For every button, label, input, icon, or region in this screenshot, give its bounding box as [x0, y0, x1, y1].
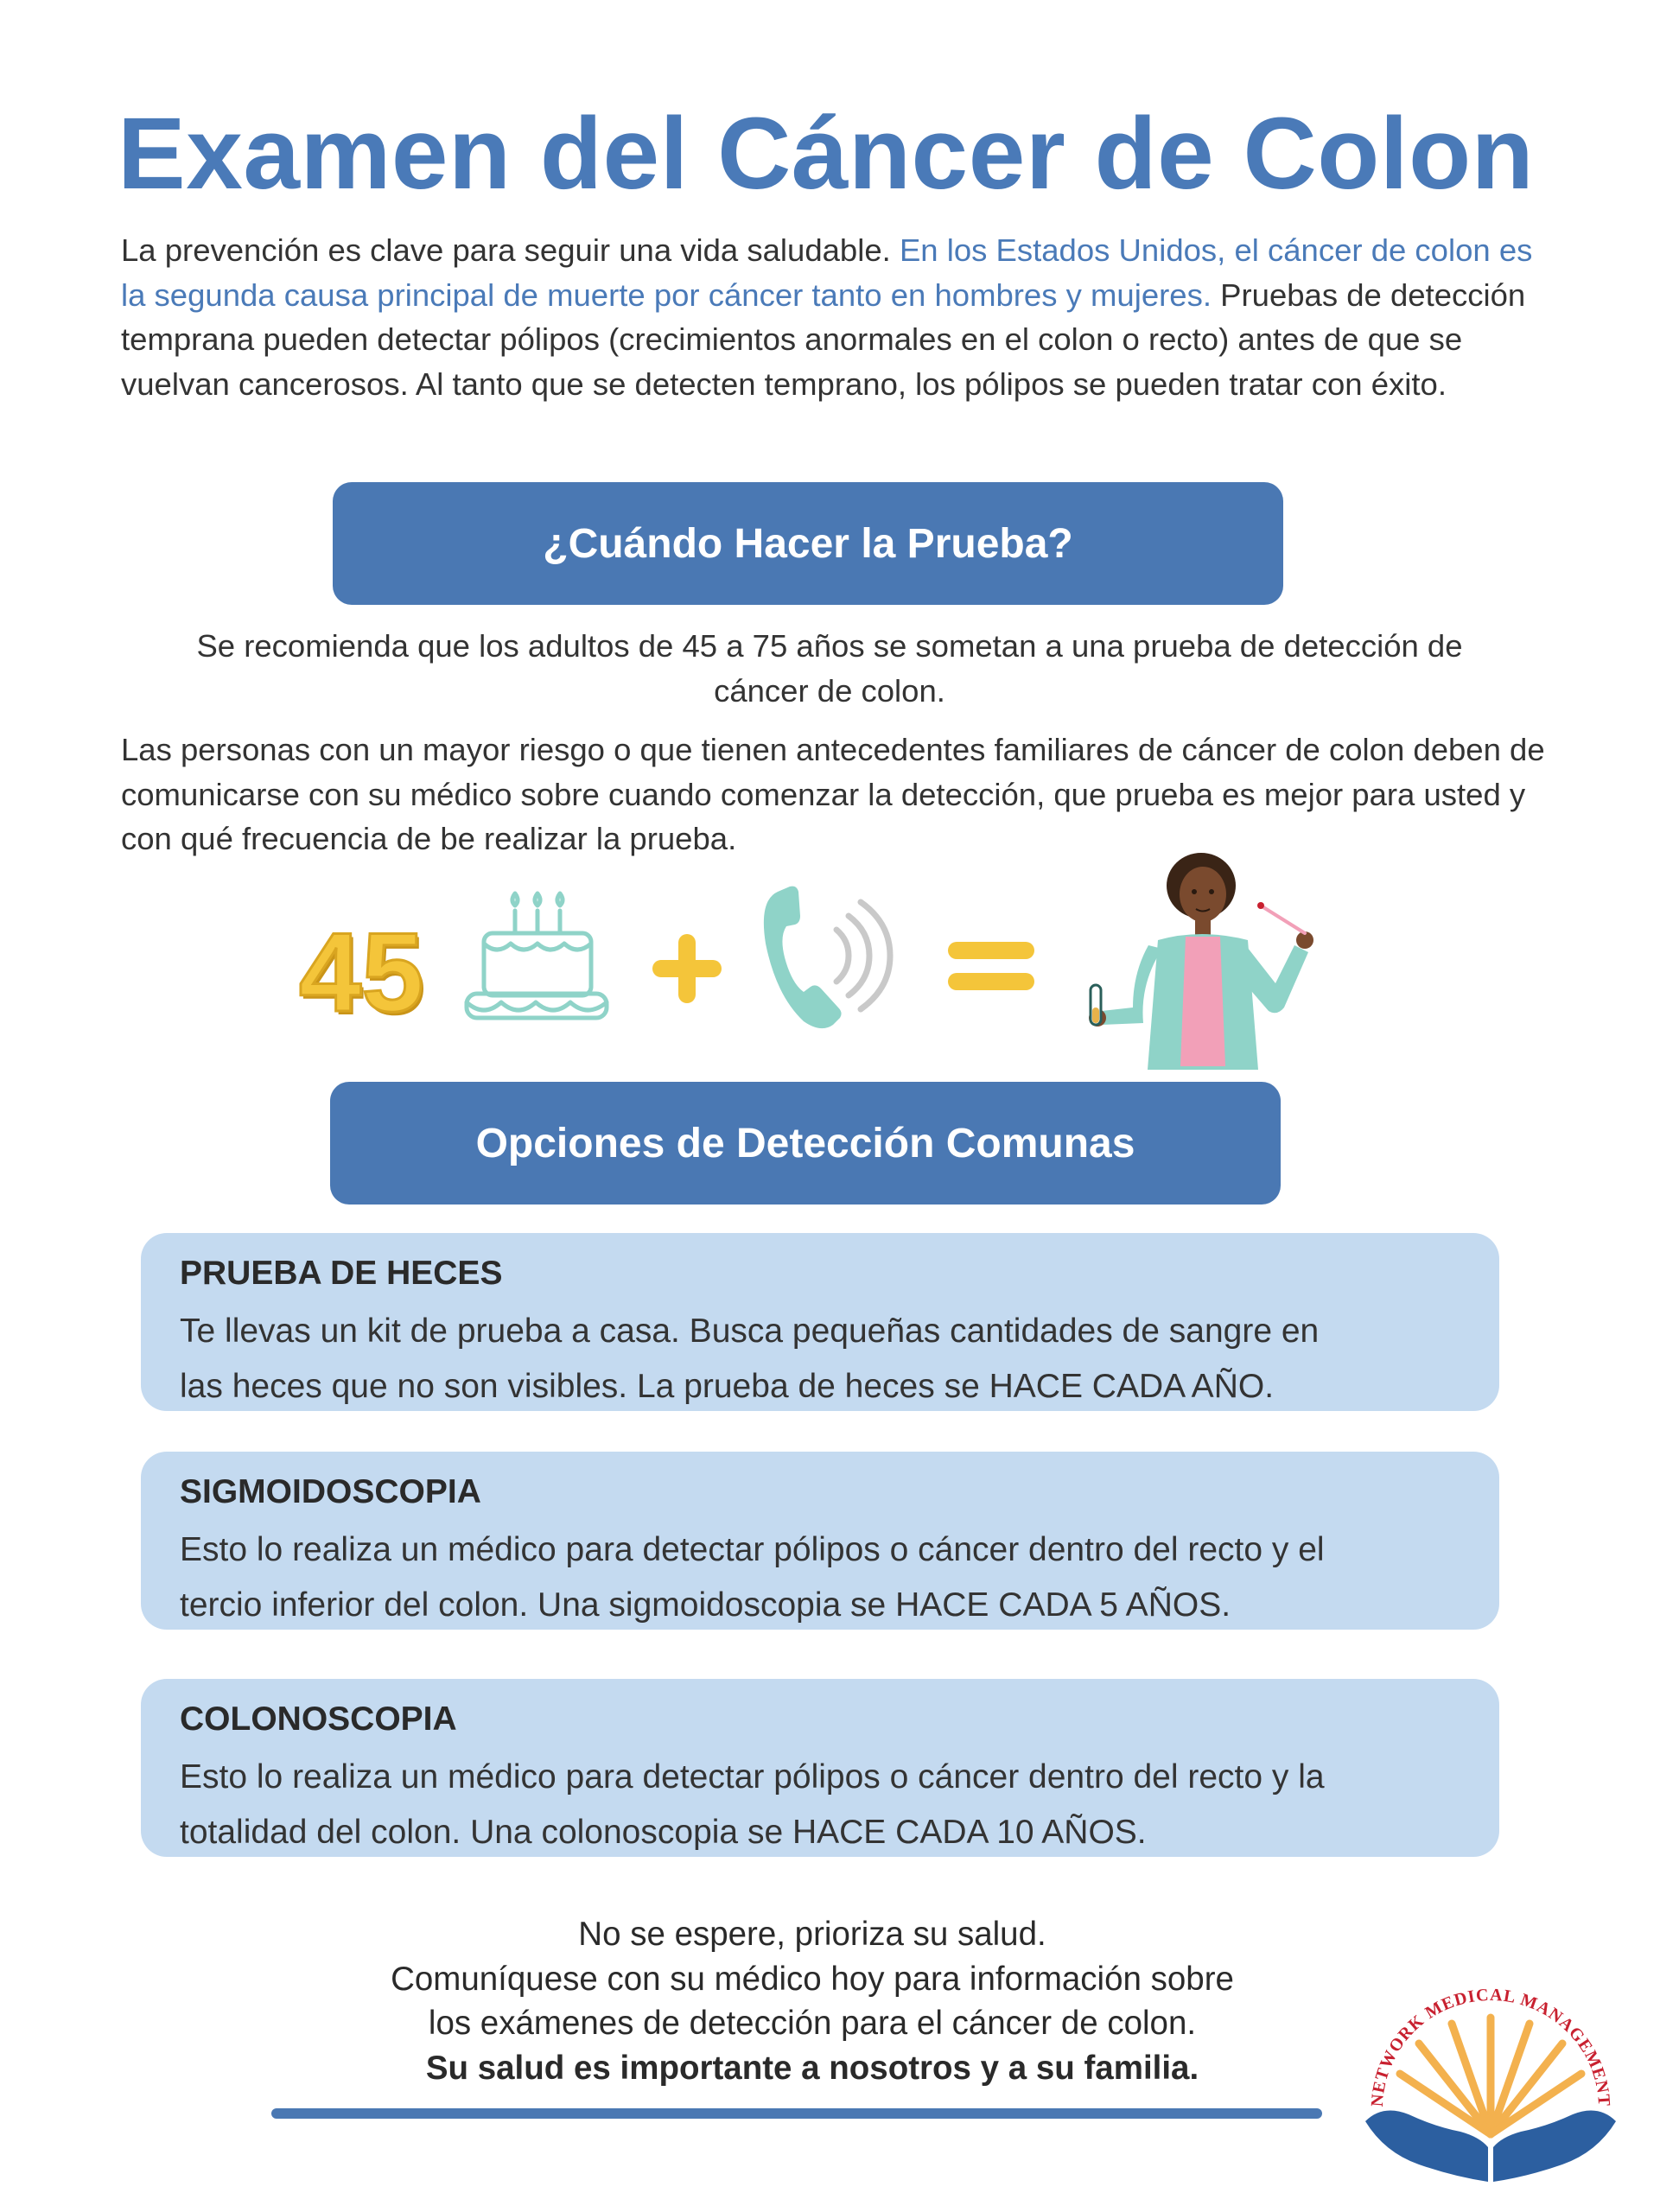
- sun-rays-icon: [1400, 2018, 1581, 2134]
- age-45-number: 45: [299, 909, 424, 1035]
- option-card-colonoscopy: [141, 1679, 1499, 1857]
- option-card-sigmoidoscopy: [141, 1452, 1499, 1630]
- age-recommendation: Se recomienda que los adultos de 45 a 75 años se sometan a una prueba de detección de cáncer de colon.: [196, 628, 1463, 709]
- intro-paragraph: [121, 228, 1547, 406]
- option-description: [180, 1750, 1476, 1860]
- footer-line-2: Comuníquese con su médico hoy para información sobre: [391, 1960, 1234, 1998]
- option-title: PRUEBA DE HECES: [180, 1255, 503, 1292]
- page-title: Examen del Cáncer de Colon: [118, 97, 1535, 211]
- option-line: Te llevas un kit de prueba a casa. Busca pequeñas cantidades de sangre en: [180, 1313, 1320, 1350]
- options-banner: [330, 1082, 1281, 1205]
- risk-paragraph: Las personas con un mayor riesgo o que tienen antecedentes familiares de cáncer de colon deben de comunicarse con su médico sobre cuando comenzar la detección, que prueba es mejor para usted y con qué frecuencia de be realizar la prueba.: [121, 732, 1545, 856]
- option-line: Esto lo realiza un médico para detectar pólipos o cáncer dentro del recto y la: [180, 1758, 1325, 1796]
- option-line: las heces que no son visibles. La prueba de heces se HACE CADA AÑO.: [180, 1368, 1275, 1405]
- intro-text-1: La prevención es clave para seguir una vida saludable.: [121, 232, 891, 268]
- option-line: totalidad del colon. Una colonoscopia se HACE CADA 10 AÑOS.: [180, 1814, 1147, 1851]
- option-line: tercio inferior del colon. Una sigmoidoscopia se HACE CADA 5 AÑOS.: [180, 1586, 1231, 1624]
- footer-divider: [271, 2108, 1322, 2119]
- option-title: SIGMOIDOSCOPIA: [180, 1473, 481, 1510]
- birthday-cake-icon: [467, 893, 607, 1018]
- option-description: [180, 1304, 1476, 1414]
- when-to-test-banner: [333, 482, 1283, 605]
- plus-icon: [652, 934, 722, 1003]
- options-heading: Opciones de Detección Comunas: [475, 1120, 1135, 1166]
- option-description: [180, 1522, 1476, 1633]
- doctor-illustration: [1089, 853, 1313, 1070]
- footer-message: [277, 1912, 1348, 2090]
- network-medical-management-logo: [1348, 1936, 1625, 2195]
- svg-text:NETWORK MEDICAL MANAGEMENT: NETWORK MEDICAL MANAGEMENT: [1367, 1985, 1614, 2107]
- footer-line-3: los exámenes de detección para el cáncer de colon.: [428, 2005, 1197, 2042]
- intro-text-2: Pruebas de detección temprana pueden detectar pólipos (crecimientos anormales en el colon o recto) antes de que se vuelvan cancerosos. Al tanto que se detecten temprano, los pólipos se pueden tratar con éxito.: [121, 276, 1526, 402]
- equals-icon: [948, 942, 1034, 990]
- equation-illustration: [0, 847, 1660, 1071]
- option-title: COLONOSCOPIA: [180, 1700, 457, 1738]
- intro-highlight: En los Estados Unidos, el cáncer de colon es la segunda causa principal de muerte por cáncer tanto en hombres y mujeres.: [121, 232, 1533, 313]
- when-to-test-heading: ¿Cuándo Hacer la Prueba?: [543, 520, 1073, 567]
- option-line: Esto lo realiza un médico para detectar pólipos o cáncer dentro del recto y el: [180, 1531, 1325, 1568]
- option-card-stool-test: [141, 1233, 1499, 1411]
- footer-line-4: Su salud es importante a nosotros y a su familia.: [425, 2049, 1199, 2087]
- footer-line-1: No se espere, prioriza su salud.: [578, 1916, 1046, 1953]
- phone-icon: [764, 887, 890, 1029]
